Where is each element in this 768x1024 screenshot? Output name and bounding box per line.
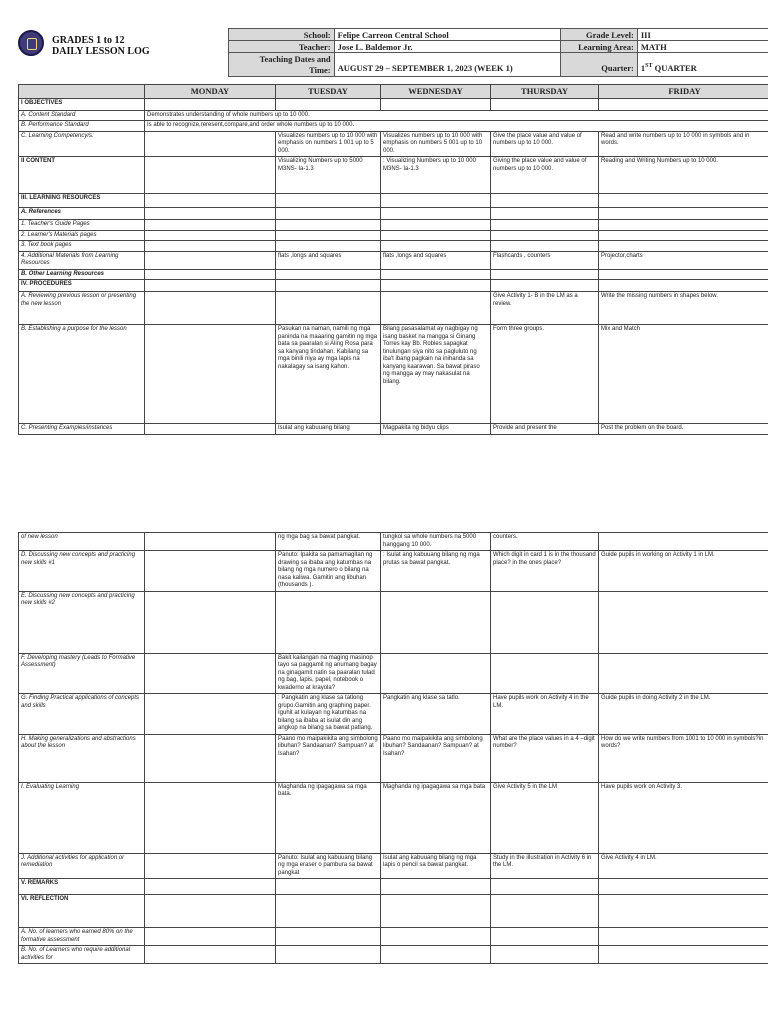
row-label: 4. Additional Materials from Learning Resources: [19, 251, 145, 269]
table-row: [19, 734, 768, 782]
table-cell: counters.: [491, 533, 599, 551]
table-cell: Study in the illustration in Activity 6 in the LM.: [491, 853, 599, 879]
table-cell: [599, 879, 768, 895]
table-cell: [491, 928, 599, 946]
table-row: [19, 895, 768, 928]
teacher-value: Jose L. Baldemor Jr.: [334, 41, 560, 53]
table-cell: [276, 241, 381, 252]
table-cell: Provide and present the: [491, 424, 599, 435]
table-cell: Flashcards , counters: [491, 251, 599, 269]
table-row: [19, 782, 768, 853]
row-label: G. Finding Practical applications of concepts and skills: [19, 694, 145, 735]
row-label: A. Reviewing previous lesson or presenting the new lesson: [19, 292, 145, 325]
row-label: A. References: [19, 208, 145, 220]
table-row: [19, 121, 768, 132]
table-cell: Isulat ang kabuuang bilang: [276, 424, 381, 435]
table-row: [19, 110, 768, 121]
table-row: [19, 157, 768, 194]
table-cell: [145, 292, 276, 325]
row-label: A. No. of learners who earned 80% on the formative assessment: [19, 928, 145, 946]
table-cell: Maghanda ng ipagagawa sa mga bata.: [276, 782, 381, 853]
table-cell: [145, 853, 276, 879]
table-cell: [491, 280, 599, 292]
table-cell: Give Activity 5 in the LM: [491, 782, 599, 853]
table-cell: [145, 653, 276, 694]
table-cell: Isulat ang kabuuang bilang ng mga lapis o pencil sa bawat pangkat.: [381, 853, 491, 879]
table-cell: Pangkatin ang klase sa tatlo.: [381, 694, 491, 735]
day-header-thursday: THURSDAY: [491, 85, 599, 99]
row-label: J. Additional activities for application or remediation: [19, 853, 145, 879]
table-cell: Write the missing numbers in shapes below.: [599, 292, 768, 325]
table-row: [19, 853, 768, 879]
table-cell: [491, 230, 599, 241]
table-row: [19, 292, 768, 325]
table-cell: [145, 879, 276, 895]
table-row: [19, 879, 768, 895]
table-cell: Guide pupils in working on Activity 1 in LM.: [599, 551, 768, 592]
table-cell: Read and write numbers up to 10 000 in symbols and in words.: [599, 131, 768, 157]
title-line-1: GRADES 1 to 12: [52, 35, 125, 46]
table-cell: Panuto: Isulat ang kabuuang bilang ng mga eraser o pambura sa bawat pangkat: [276, 853, 381, 879]
day-header-wednesday: WEDNESDAY: [381, 85, 491, 99]
table-row: [19, 694, 768, 735]
table-cell: : Visualizing Numbers up to 10 000 M3NS- Ia-1.3: [381, 157, 491, 194]
table-cell: [276, 946, 381, 964]
table-cell: [599, 98, 768, 110]
table-cell: [491, 946, 599, 964]
day-header-tuesday: TUESDAY: [276, 85, 381, 99]
table-cell: Have pupils work on Activity 3.: [599, 782, 768, 853]
school-value: Felipe Carreon Central School: [334, 29, 560, 41]
table-cell: [491, 208, 599, 220]
table-cell: [276, 879, 381, 895]
table-cell: Pasukan na naman, namili ng mga paninda na maaaring gamitin ng mga bata sa paaralan si Aling Rosa para sa kanyang tindahan. Kabilang sa mga binili niya ay mga lapis na nakalagay sa isang kahon.: [276, 325, 381, 424]
table-cell: [145, 241, 276, 252]
table-row: [19, 241, 768, 252]
day-header-friday: FRIDAY: [599, 85, 768, 99]
table-cell: Giving the place value and value of numbers up to 10 000.: [491, 157, 599, 194]
row-label: B. No. of Learners who require additional activities for: [19, 946, 145, 964]
table-cell: [599, 208, 768, 220]
table-row: [19, 280, 768, 292]
table-row: [19, 98, 768, 110]
row-label: B. Performance Standard: [19, 121, 145, 132]
table-cell: [599, 653, 768, 694]
table-cell: [599, 230, 768, 241]
table-cell: [491, 879, 599, 895]
header: [18, 28, 768, 78]
table-cell: [276, 895, 381, 928]
row-label: II CONTENT: [19, 157, 145, 194]
table-cell: [276, 269, 381, 280]
table-cell: Reading and Writing Numbers up to 10 000.: [599, 157, 768, 194]
table-cell: Panuto: Ipakita sa pamamagitan ng drawing sa ibaba ang katumbas na bilang ng mga numero o bilang na nasa kaliwa. Gamitin ang libuhan (thousands ).: [276, 551, 381, 592]
table-cell: [599, 269, 768, 280]
table-cell: [381, 269, 491, 280]
lesson-table-part-2: [18, 532, 768, 964]
table-cell: flats ,longs and squares: [276, 251, 381, 269]
row-label: D. Discussing new concepts and practicing new skills #1: [19, 551, 145, 592]
table-cell: [491, 653, 599, 694]
table-cell: Projector,charts: [599, 251, 768, 269]
table-row: [19, 325, 768, 424]
table-cell: Have pupils work on Activity 4 in the LM.: [491, 694, 599, 735]
table-cell: [145, 131, 276, 157]
area-value: MATH: [637, 41, 768, 53]
row-label: VI. REFLECTION: [19, 895, 145, 928]
table-cell: [381, 879, 491, 895]
table-cell: [145, 424, 276, 435]
table-cell: [381, 280, 491, 292]
table-cell: Give Activity 1- B in the LM as a review.: [491, 292, 599, 325]
row-label: I OBJECTIVES: [19, 98, 145, 110]
row-label: A. Content Standard: [19, 110, 145, 121]
table-cell: ng mga bag sa bawat pangkat.: [276, 533, 381, 551]
row-label: F. Developing mastery (Leads to Formative Assessment): [19, 653, 145, 694]
table-cell: [491, 220, 599, 231]
school-label: School:: [229, 29, 335, 41]
row-label: 2. Learner's Materials pages: [19, 230, 145, 241]
row-label: C. Learning Competency/s:: [19, 131, 145, 157]
row-label: IV. PROCEDURES: [19, 280, 145, 292]
table-row: [19, 251, 768, 269]
table-row: [19, 131, 768, 157]
table-cell: [381, 194, 491, 208]
table-row: [19, 551, 768, 592]
table-cell: flats ,longs and squares: [381, 251, 491, 269]
table-cell: [276, 220, 381, 231]
table-cell: [145, 694, 276, 735]
table-cell: Bilang pasasalamat ay nagbigay ng isang basket na mangga si Ginang Torres kay Bb. Robles sapagkat tinulungan siya nito sa pagluluto ng iba't ibang pagkain na inihanda sa kanyang kaarawan. Sa bawat piraso ng mangga ay may nakasulat na bilang.: [381, 325, 491, 424]
table-cell: [145, 157, 276, 194]
table-cell: tungkol sa whole numbers na 5000 hanggang 10 000.: [381, 533, 491, 551]
table-cell: [381, 895, 491, 928]
deped-seal-icon: [18, 30, 44, 56]
table-cell: [381, 220, 491, 231]
table-row: [19, 220, 768, 231]
table-cell: [276, 230, 381, 241]
table-cell: [491, 98, 599, 110]
row-label: 3. Text book pages: [19, 241, 145, 252]
table-cell: [145, 782, 276, 853]
lesson-table-part-1: [18, 84, 768, 435]
table-cell: [599, 928, 768, 946]
table-cell: [145, 895, 276, 928]
table-cell: [381, 946, 491, 964]
table-cell: [145, 251, 276, 269]
table-row: [19, 424, 768, 435]
row-label: I. Evaluating Learning: [19, 782, 145, 853]
table-cell: [145, 734, 276, 782]
row-label: III. LEARNING RESOURCES: [19, 194, 145, 208]
table-cell: : Pangkatin ang klase sa tatlong grupo.Gamitin ang graphing paper. Iguhit at kulayan ng katumbas na bilang sa ibaba at isulat din ang angkop na bilang sa bawat patlang.: [276, 694, 381, 735]
table-cell: Form three groups.: [491, 325, 599, 424]
table-cell: [381, 230, 491, 241]
table-cell: [381, 928, 491, 946]
quarter-label: Quarter:: [561, 53, 638, 77]
table-cell: [145, 946, 276, 964]
table-cell: [599, 946, 768, 964]
row-label: B. Other Learning Resources: [19, 269, 145, 280]
table-cell: [599, 241, 768, 252]
table-row: [19, 194, 768, 208]
row-span-cell: Demonstrates understanding of whole numbers up to 10 000.: [145, 110, 768, 121]
table-row: [19, 533, 768, 551]
table-cell: [276, 194, 381, 208]
table-row: [19, 946, 768, 964]
table-cell: Give Activity 4 in LM.: [599, 853, 768, 879]
area-label: Learning Area:: [561, 41, 638, 53]
grade-value: III: [637, 29, 768, 41]
table-cell: [145, 98, 276, 110]
table-cell: [491, 194, 599, 208]
table-cell: : Isulat ang kabuuang bilang ng mga prutas sa bawat pangkat.: [381, 551, 491, 592]
table-cell: Bakit kailangan na maging masinop tayo sa paggamit ng anumang bagay na ginagamit natin sa paaralan tulad ng bag, lapis, papel, notebook o kwaderno at krayola?: [276, 653, 381, 694]
table-cell: [599, 895, 768, 928]
table-cell: Guide pupils in doing Activity 2 in the LM.: [599, 694, 768, 735]
table-cell: [599, 280, 768, 292]
table-cell: [145, 591, 276, 653]
table-cell: [381, 292, 491, 325]
table-cell: [599, 194, 768, 208]
table-cell: [381, 241, 491, 252]
table-cell: Mix and Match: [599, 325, 768, 424]
table-cell: Which digit in card 1 is in the thousand place? in the ones place?: [491, 551, 599, 592]
row-label: E. Discussing new concepts and practicing new skills #2: [19, 591, 145, 653]
table-row: [19, 653, 768, 694]
table-cell: [599, 591, 768, 653]
table-row: [19, 928, 768, 946]
table-cell: What are the place values in a 4 –digit number?: [491, 734, 599, 782]
table-cell: [276, 280, 381, 292]
table-cell: [145, 533, 276, 551]
row-label: V. REMARKS: [19, 879, 145, 895]
table-cell: Post the problem on the board.: [599, 424, 768, 435]
table-cell: [491, 591, 599, 653]
row-label: of new lesson: [19, 533, 145, 551]
row-label: C. Presenting Examples/instances: [19, 424, 145, 435]
grade-label: Grade Level:: [561, 29, 638, 41]
table-cell: [381, 591, 491, 653]
table-cell: Visualizes numbers up to 10 000 with emphasis on numbers 5 001 up to 10 000.: [381, 131, 491, 157]
table-cell: [599, 533, 768, 551]
table-cell: Paano mo maipakikita ang simbolong libuhan? Sandaanan? Sampuan? at Isahan?: [381, 734, 491, 782]
table-cell: [145, 194, 276, 208]
table-cell: [381, 653, 491, 694]
table-row: [19, 230, 768, 241]
table-cell: [145, 928, 276, 946]
teacher-label: Teacher:: [229, 41, 335, 53]
table-row: [19, 591, 768, 653]
table-cell: Paano mo maipakikita ang simbolong libuhan? Sandaanan? Sampuan? at Isahan?: [276, 734, 381, 782]
info-table: [228, 28, 768, 77]
quarter-value: 1ST QUARTER: [637, 53, 768, 77]
table-cell: [599, 220, 768, 231]
table-cell: Magpakita ng bidyu clips: [381, 424, 491, 435]
table-cell: [145, 230, 276, 241]
table-cell: [145, 208, 276, 220]
table-cell: [145, 551, 276, 592]
dates-label: Teaching Dates and Time:: [229, 53, 335, 77]
table-cell: [145, 280, 276, 292]
table-cell: [491, 895, 599, 928]
table-cell: [276, 292, 381, 325]
row-label: H. Making generalizations and abstractions about the lesson: [19, 734, 145, 782]
row-label: 1. Teacher's Guide Pages: [19, 220, 145, 231]
table-cell: [276, 928, 381, 946]
table-cell: [381, 98, 491, 110]
table-cell: [145, 269, 276, 280]
table-cell: Give the place value and value of numbers up to 10 000.: [491, 131, 599, 157]
table-cell: Visualizing Numbers up to 5000 M3NS- Ia-1.3: [276, 157, 381, 194]
table-cell: [276, 208, 381, 220]
table-cell: [381, 208, 491, 220]
corner-cell: [19, 85, 145, 99]
row-label: B. Establishing a purpose for the lesson: [19, 325, 145, 424]
table-cell: [276, 591, 381, 653]
day-header-monday: MONDAY: [145, 85, 276, 99]
table-cell: Visualizes numbers up to 10 000 with emphasis on numbers 1 001 up to 5 000.: [276, 131, 381, 157]
table-row: [19, 269, 768, 280]
table-cell: Maghanda ng ipagagawa sa mga bata: [381, 782, 491, 853]
row-span-cell: Is able to recognize,reresent,compare,and order whole numbers up to 10 000.: [145, 121, 768, 132]
title-line-2: DAILY LESSON LOG: [52, 46, 150, 57]
table-cell: [491, 269, 599, 280]
table-cell: [276, 98, 381, 110]
table-cell: How do we write numbers from 1001 to 10 000 in symbols?in words?: [599, 734, 768, 782]
table-cell: [491, 241, 599, 252]
dates-value: AUGUST 29 – SEPTEMBER 1, 2023 (WEEK 1): [334, 53, 560, 77]
table-cell: [145, 325, 276, 424]
table-cell: [145, 220, 276, 231]
table-row: [19, 208, 768, 220]
